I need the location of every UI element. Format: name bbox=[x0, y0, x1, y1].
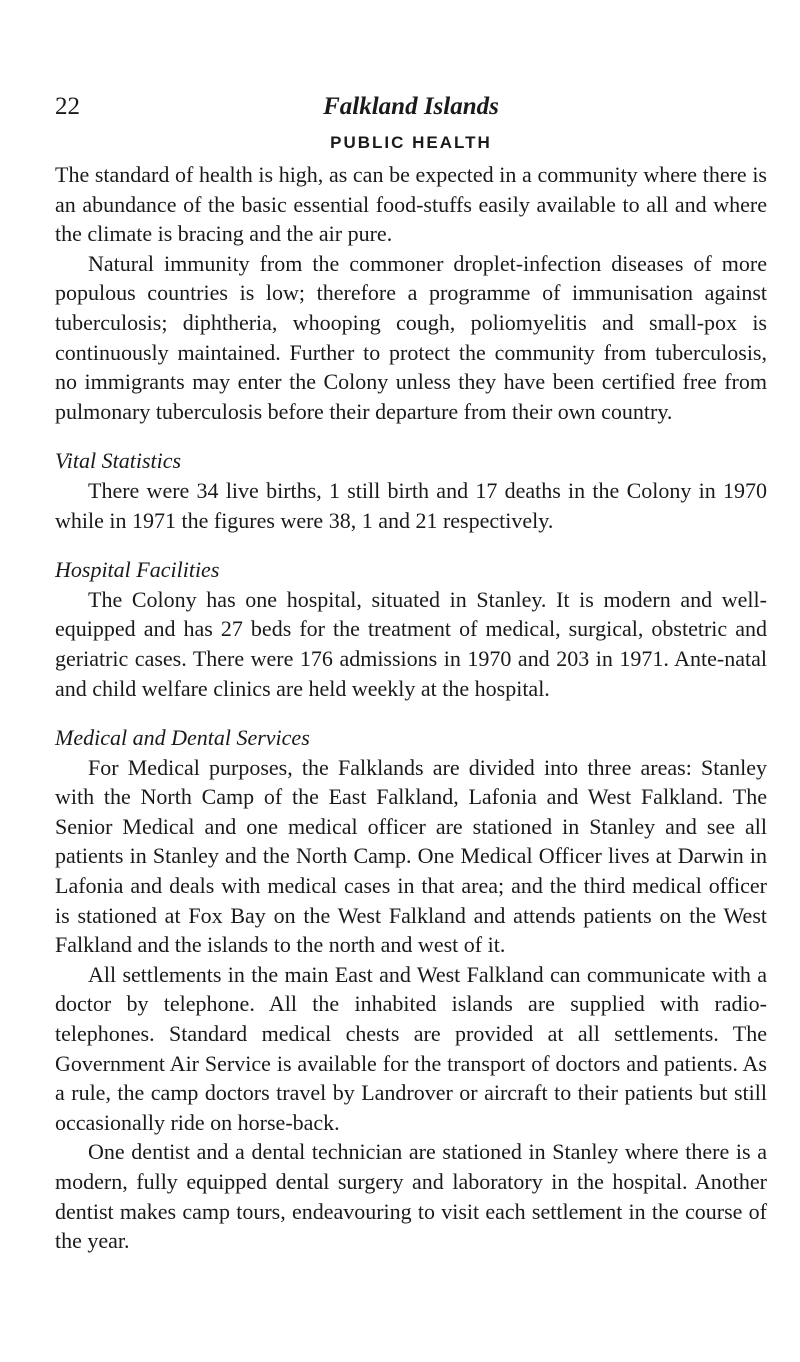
medical-dental-paragraph-1: For Medical purposes, the Falklands are divided into three areas: Stanley with the North Camp of the East Falkland, Lafonia and West Falkland. The Senior Medical and one medical officer are stationed in Stanley and see all patients in Stanley and the North Camp. One Medical Officer lives at Darwin in Lafonia and deals with medical cases in that area; and the third medical officer is stationed at Fox Bay on the West Falkland and attends patients on the West Falkland and the islands to the north and west of it. bbox=[55, 754, 767, 958]
running-title: Falkland Islands bbox=[323, 93, 499, 120]
page-number: 22 bbox=[55, 93, 80, 120]
hospital-facilities-heading: Hospital Facilities bbox=[55, 557, 220, 583]
vital-statistics-heading: Vital Statistics bbox=[55, 448, 182, 474]
document-page bbox=[55, 92, 767, 1256]
running-head bbox=[55, 92, 767, 132]
medical-dental-paragraph-2: All settlements in the main East and West Falkland can communicate with a doctor by telephone. All the inhabited islands are supplied with radio-telephones. Standard medical chests are provided at all settlements. The Government Air Service is available for the transport of doctors and patients. As a rule, the camp doctors travel by Landrover or aircraft to their patients but still occasionally ride on horse-back. bbox=[55, 961, 767, 1135]
medical-dental-heading: Medical and Dental Services bbox=[55, 725, 310, 751]
hospital-facilities-paragraph: The Colony has one hospital, situated in Stanley. It is modern and well-equipped and has 27 beds for the treatment of medical, surgical, obstetric and geriatric cases. There were 176 admissions in 1970 and 203 in 1971. Ante-natal and child welfare clinics are held weekly at the hospital. bbox=[55, 586, 767, 701]
section-title: PUBLIC HEALTH bbox=[330, 133, 492, 152]
intro-paragraph-1: The standard of health is high, as can be expected in a community where there is an abundance of the basic essential food-stuffs easily available to all and where the climate is bracing and the air pure. bbox=[55, 162, 767, 247]
intro-paragraph-2: Natural immunity from the commoner droplet-infection diseases of more populous countries is low; therefore a programme of immunisation against tuberculosis; diphtheria, whooping cough, poliomyelitis and small-pox is continuously maintained. Further to protect the community from tuberculosis, no immigrants may enter the Colony unless they have been certified free from pulmonary tuberculosis before their departure from their own country. bbox=[55, 250, 767, 424]
vital-statistics-paragraph: There were 34 live births, 1 still birth and 17 deaths in the Colony in 1970 while in 1971 the figures were 38, 1 and 21 respectively. bbox=[55, 477, 767, 533]
medical-dental-paragraph-3: One dentist and a dental technician are stationed in Stanley where there is a modern, fully equipped dental surgery and laboratory in the hospital. Another dentist makes camp tours, endeavouring to visit each settlement in the course of the year. bbox=[55, 1139, 767, 1254]
